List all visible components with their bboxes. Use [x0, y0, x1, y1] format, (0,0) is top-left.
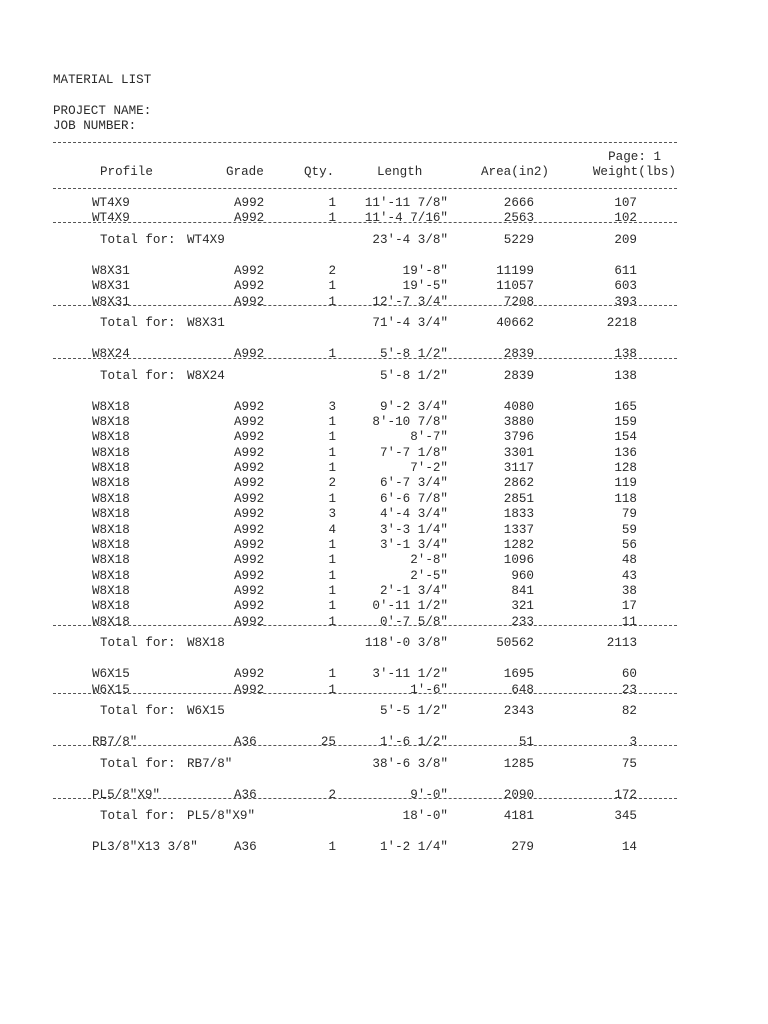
group-total-row: [0, 704, 768, 719]
weight-cell: 79: [621, 507, 637, 522]
total-length: 5'-5 1/2": [379, 704, 448, 719]
grade-cell: A992: [234, 430, 265, 445]
grade-cell: A992: [234, 583, 265, 598]
table-row: [0, 461, 768, 476]
length-cell: 9'-2 3/4": [379, 399, 448, 414]
area-cell: 11057: [496, 279, 534, 294]
table-row: [0, 599, 768, 614]
group-total-row: [0, 809, 768, 824]
qty-cell: 3: [328, 507, 336, 522]
qty-cell: 25: [320, 735, 336, 750]
area-cell: 7208: [503, 294, 534, 309]
length-cell: 2'-5": [410, 568, 448, 583]
weight-cell: 11: [621, 614, 637, 629]
total-profile: RB7/8": [187, 756, 233, 771]
area-cell: 2862: [503, 476, 534, 491]
weight-cell: 159: [614, 415, 637, 430]
profile-cell: WT4X9: [92, 211, 130, 226]
length-cell: 6'-6 7/8": [379, 491, 448, 506]
section-divider: [53, 222, 677, 223]
profile-cell: W8X18: [92, 507, 130, 522]
grade-cell: A992: [234, 667, 265, 682]
qty-cell: 3: [328, 399, 336, 414]
table-row: [0, 264, 768, 279]
grade-cell: A992: [234, 461, 265, 476]
weight-cell: 603: [614, 279, 637, 294]
col-header-qty: Qty.: [304, 165, 335, 179]
grade-cell: A992: [234, 537, 265, 552]
length-cell: 0'-11 1/2": [372, 599, 448, 614]
total-weight: 2113: [606, 636, 637, 651]
profile-cell: W8X18: [92, 522, 130, 537]
length-cell: 2'-8": [410, 553, 448, 568]
length-cell: 4'-4 3/4": [379, 507, 448, 522]
weight-cell: 107: [614, 196, 637, 210]
total-area: 40662: [496, 316, 534, 331]
weight-cell: 23: [621, 682, 637, 697]
area-cell: 1096: [503, 553, 534, 568]
col-header-profile: Profile: [100, 165, 153, 179]
qty-cell: 1: [328, 430, 336, 445]
grade-cell: A36: [234, 787, 257, 802]
grade-cell: A992: [234, 445, 265, 460]
area-cell: 2851: [503, 491, 534, 506]
profile-cell: W8X18: [92, 491, 130, 506]
total-area: 2343: [503, 704, 534, 719]
profile-cell: W8X18: [92, 568, 130, 583]
weight-cell: 14: [621, 840, 637, 855]
grade-cell: A992: [234, 196, 265, 210]
grade-cell: A36: [234, 735, 257, 750]
length-cell: 8'-10 7/8": [372, 415, 448, 430]
qty-cell: 1: [328, 840, 336, 855]
profile-cell: W6X15: [92, 682, 130, 697]
total-weight: 138: [614, 369, 637, 383]
group-total-row: [0, 369, 768, 384]
profile-cell: W6X15: [92, 667, 130, 682]
total-label: Total for:: [100, 316, 176, 331]
total-length: 18'-0": [402, 809, 448, 824]
grade-cell: A992: [234, 614, 265, 629]
weight-cell: 3: [629, 735, 637, 750]
length-cell: 3'-11 1/2": [372, 667, 448, 682]
qty-cell: 1: [328, 583, 336, 598]
area-cell: 1833: [503, 507, 534, 522]
profile-cell: PL5/8"X9": [92, 787, 161, 802]
total-weight: 82: [621, 704, 637, 719]
job-number-line: [0, 119, 768, 134]
weight-cell: 154: [614, 430, 637, 445]
qty-cell: 1: [328, 279, 336, 294]
length-cell: 6'-7 3/4": [379, 476, 448, 491]
area-cell: 1282: [503, 537, 534, 552]
length-cell: 7'-2": [410, 461, 448, 476]
area-cell: 321: [511, 599, 534, 614]
section-divider: [53, 693, 677, 694]
table-row: [0, 347, 768, 362]
area-cell: 279: [511, 840, 534, 855]
total-area: 50562: [496, 636, 534, 651]
length-cell: 5'-8 1/2": [379, 347, 448, 362]
qty-cell: 2: [328, 476, 336, 491]
table-row: [0, 584, 768, 599]
total-length: 38'-6 3/8": [372, 756, 448, 771]
qty-cell: 1: [328, 667, 336, 682]
total-profile: WT4X9: [187, 233, 225, 248]
table-row: [0, 415, 768, 430]
table-row: [0, 279, 768, 294]
qty-cell: 1: [328, 294, 336, 309]
total-area: 4181: [503, 809, 534, 824]
qty-cell: 4: [328, 522, 336, 537]
area-cell: 11199: [496, 263, 534, 278]
grade-cell: A992: [234, 682, 265, 697]
grade-cell: A992: [234, 491, 265, 506]
section-divider: [53, 305, 677, 306]
profile-cell: W8X18: [92, 399, 130, 414]
area-cell: 841: [511, 583, 534, 598]
total-label: Total for:: [100, 636, 176, 651]
section-divider: [53, 625, 677, 626]
length-cell: 11'-4 7/16": [364, 211, 448, 226]
qty-cell: 1: [328, 568, 336, 583]
column-header-row: [0, 165, 768, 180]
group-total-row: [0, 636, 768, 651]
area-cell: 1337: [503, 522, 534, 537]
grade-cell: A992: [234, 347, 265, 362]
table-row: [0, 507, 768, 522]
length-cell: 1'-2 1/4": [379, 840, 448, 855]
total-profile: W8X31: [187, 316, 225, 331]
qty-cell: 1: [328, 614, 336, 629]
profile-cell: WT4X9: [92, 196, 130, 210]
group-total-row: [0, 757, 768, 772]
area-cell: 51: [518, 735, 534, 750]
table-row: [0, 538, 768, 553]
total-weight: 75: [621, 756, 637, 771]
project-name-label: PROJECT NAME:: [53, 104, 152, 118]
total-weight: 2218: [606, 316, 637, 331]
total-label: Total for:: [100, 809, 176, 824]
qty-cell: 1: [328, 599, 336, 614]
grade-cell: A36: [234, 840, 257, 855]
profile-cell: W8X31: [92, 294, 130, 309]
qty-cell: 1: [328, 415, 336, 430]
weight-cell: 48: [621, 553, 637, 568]
table-row: [0, 788, 768, 803]
qty-cell: 1: [328, 553, 336, 568]
table-row: [0, 840, 768, 855]
total-length: 5'-8 1/2": [379, 369, 448, 383]
group-total-row: [0, 233, 768, 248]
grade-cell: A992: [234, 211, 265, 226]
col-header-grade: Grade: [226, 165, 264, 179]
qty-cell: 2: [328, 263, 336, 278]
table-row: [0, 476, 768, 491]
total-weight: 345: [614, 809, 637, 824]
weight-cell: 611: [614, 263, 637, 278]
total-length: 23'-4 3/8": [372, 233, 448, 248]
weight-cell: 393: [614, 294, 637, 309]
qty-cell: 1: [328, 491, 336, 506]
profile-cell: W8X18: [92, 599, 130, 614]
profile-cell: W8X18: [92, 461, 130, 476]
length-cell: 8'-7": [410, 430, 448, 445]
weight-cell: 118: [614, 491, 637, 506]
total-label: Total for:: [100, 704, 176, 719]
length-cell: 2'-1 3/4": [379, 583, 448, 598]
area-cell: 2666: [503, 196, 534, 210]
qty-cell: 1: [328, 347, 336, 362]
length-cell: 0'-7 5/8": [379, 614, 448, 629]
grade-cell: A992: [234, 568, 265, 583]
document-title-line: [0, 73, 768, 88]
area-cell: 4080: [503, 399, 534, 414]
header-bottom-divider: [53, 188, 677, 189]
weight-cell: 165: [614, 399, 637, 414]
grade-cell: A992: [234, 399, 265, 414]
table-row: [0, 430, 768, 445]
length-cell: 3'-3 1/4": [379, 522, 448, 537]
table-row: [0, 553, 768, 568]
section-divider: [53, 358, 677, 359]
weight-cell: 38: [621, 583, 637, 598]
weight-cell: 136: [614, 445, 637, 460]
area-cell: 2090: [503, 787, 534, 802]
area-cell: 3880: [503, 415, 534, 430]
header-top-divider: [53, 142, 677, 143]
weight-cell: 17: [621, 599, 637, 614]
table-row: [0, 615, 768, 630]
profile-cell: W8X18: [92, 430, 130, 445]
grade-cell: A992: [234, 522, 265, 537]
qty-cell: 1: [328, 461, 336, 476]
section-divider: [53, 798, 677, 799]
qty-cell: 2: [328, 787, 336, 802]
length-cell: 3'-1 3/4": [379, 537, 448, 552]
table-row: [0, 735, 768, 750]
area-cell: 1695: [503, 667, 534, 682]
weight-cell: 56: [621, 537, 637, 552]
table-row: [0, 683, 768, 698]
length-cell: 19'-5": [402, 279, 448, 294]
grade-cell: A992: [234, 476, 265, 491]
table-row: [0, 667, 768, 682]
weight-cell: 43: [621, 568, 637, 583]
profile-cell: W8X18: [92, 415, 130, 430]
project-name-line: [0, 104, 768, 119]
total-length: 118'-0 3/8": [364, 636, 448, 651]
table-row: [0, 492, 768, 507]
page-number-line: [0, 150, 768, 165]
document-title: MATERIAL LIST: [53, 73, 152, 87]
qty-cell: 1: [328, 682, 336, 697]
section-divider: [53, 745, 677, 746]
area-cell: 2839: [503, 347, 534, 362]
grade-cell: A992: [234, 599, 265, 614]
total-label: Total for:: [100, 233, 176, 248]
table-row: [0, 211, 768, 226]
length-cell: 9'-0": [410, 787, 448, 802]
total-area: 1285: [503, 756, 534, 771]
weight-cell: 60: [621, 667, 637, 682]
job-number-label: JOB NUMBER:: [53, 119, 137, 133]
length-cell: 11'-11 7/8": [364, 196, 448, 210]
area-cell: 3796: [503, 430, 534, 445]
weight-cell: 59: [621, 522, 637, 537]
qty-cell: 1: [328, 445, 336, 460]
profile-cell: W8X31: [92, 279, 130, 294]
weight-cell: 128: [614, 461, 637, 476]
area-cell: 233: [511, 614, 534, 629]
col-header-weight: Weight(lbs): [592, 165, 676, 179]
total-area: 5229: [503, 233, 534, 248]
profile-cell: W8X31: [92, 263, 130, 278]
length-cell: 12'-7 3/4": [372, 294, 448, 309]
area-cell: 2563: [503, 211, 534, 226]
area-cell: 3301: [503, 445, 534, 460]
total-profile: W8X24: [187, 369, 225, 383]
grade-cell: A992: [234, 415, 265, 430]
profile-cell: W8X24: [92, 347, 130, 362]
profile-cell: W8X18: [92, 476, 130, 491]
table-row: [0, 295, 768, 310]
table-row: [0, 400, 768, 415]
table-row: [0, 569, 768, 584]
profile-cell: PL3/8"X13 3/8": [92, 840, 198, 855]
table-row: [0, 446, 768, 461]
group-total-row: [0, 316, 768, 331]
table-row: [0, 523, 768, 538]
weight-cell: 138: [614, 347, 637, 362]
qty-cell: 1: [328, 211, 336, 226]
weight-cell: 172: [614, 787, 637, 802]
total-length: 71'-4 3/4": [372, 316, 448, 331]
total-profile: W8X18: [187, 636, 225, 651]
area-cell: 648: [511, 682, 534, 697]
total-profile: PL5/8"X9": [187, 809, 256, 824]
length-cell: 7'-7 1/8": [379, 445, 448, 460]
total-weight: 209: [614, 233, 637, 248]
table-row: [0, 196, 768, 211]
profile-cell: W8X18: [92, 614, 130, 629]
qty-cell: 1: [328, 196, 336, 210]
col-header-area: Area(in2): [480, 165, 549, 179]
grade-cell: A992: [234, 507, 265, 522]
profile-cell: RB7/8": [92, 735, 138, 750]
length-cell: 1'-6 1/2": [379, 735, 448, 750]
profile-cell: W8X18: [92, 445, 130, 460]
profile-cell: W8X18: [92, 537, 130, 552]
area-cell: 3117: [503, 461, 534, 476]
total-label: Total for:: [100, 369, 176, 383]
grade-cell: A992: [234, 263, 265, 278]
grade-cell: A992: [234, 553, 265, 568]
total-area: 2839: [503, 369, 534, 383]
weight-cell: 102: [614, 211, 637, 226]
profile-cell: W8X18: [92, 583, 130, 598]
page-number: Page: 1: [608, 150, 661, 164]
weight-cell: 119: [614, 476, 637, 491]
length-cell: 19'-8": [402, 263, 448, 278]
grade-cell: A992: [234, 279, 265, 294]
qty-cell: 1: [328, 537, 336, 552]
profile-cell: W8X18: [92, 553, 130, 568]
length-cell: 1'-6": [410, 682, 448, 697]
grade-cell: A992: [234, 294, 265, 309]
col-header-length: Length: [377, 165, 423, 179]
area-cell: 960: [511, 568, 534, 583]
total-profile: W6X15: [187, 704, 225, 719]
total-label: Total for:: [100, 756, 176, 771]
